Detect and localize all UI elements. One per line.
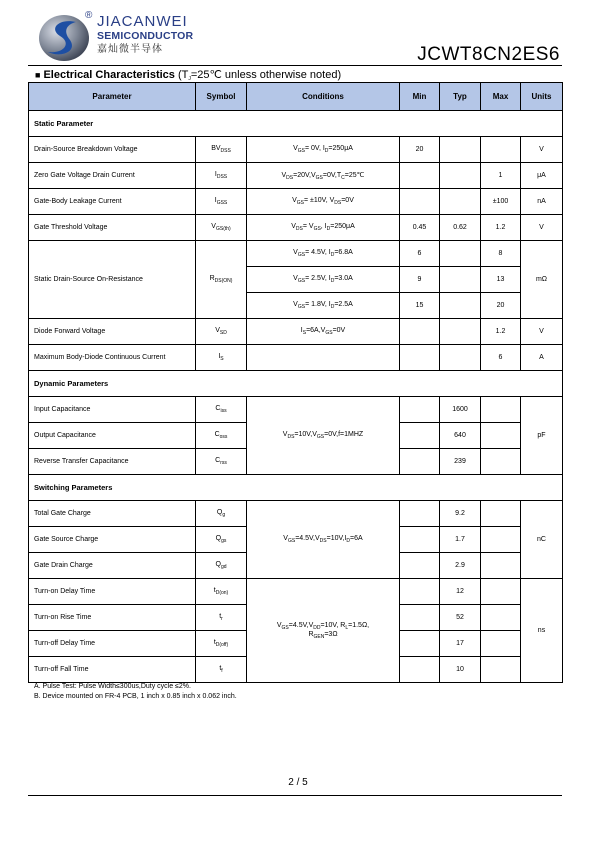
unit-cell: pF xyxy=(521,397,563,475)
param-cell: Turn-off Delay Time xyxy=(29,631,196,657)
table-row xyxy=(29,579,563,605)
max-cell xyxy=(481,137,521,163)
typ-cell: 1.7 xyxy=(440,527,481,553)
max-cell xyxy=(481,397,521,423)
table-row xyxy=(29,189,563,215)
symbol-cell: $BV_{DSS}$ xyxy=(196,137,247,163)
min-cell xyxy=(400,657,440,683)
max-cell xyxy=(481,527,521,553)
header-max: Max xyxy=(481,83,521,111)
condition-cell: $V_{GS}=4.5V,V_{DS}=10V,I_D=6A$ xyxy=(247,501,400,579)
param-cell: Turn-on Delay Time xyxy=(29,579,196,605)
condition-cell: $V_{DS}=20V,V_{GS}=0V,T_C=25℃$ xyxy=(247,163,400,189)
symbol-cell: $V_{GS(th)}$ xyxy=(196,215,247,241)
section-title xyxy=(35,68,341,82)
symbol-cell: $t_f$ xyxy=(196,657,247,683)
param-cell: Input Capacitance xyxy=(29,397,196,423)
section-heading: Electrical Characteristics xyxy=(43,69,175,81)
header-symbol: Symbol xyxy=(196,83,247,111)
typ-cell: 0.62 xyxy=(440,215,481,241)
symbol-cell: $t_r$ xyxy=(196,605,247,631)
min-cell xyxy=(400,605,440,631)
symbol-cell: $I_S$ xyxy=(196,345,247,371)
unit-cell: ns xyxy=(521,579,563,683)
typ-cell xyxy=(440,319,481,345)
header-typ: Typ xyxy=(440,83,481,111)
table-header-row xyxy=(29,83,563,111)
typ-cell: 52 xyxy=(440,605,481,631)
header-units: Units xyxy=(521,83,563,111)
max-cell: ±100 xyxy=(481,189,521,215)
condition-cell: $V_{DS}= V_{GS}$, $I_D=250\mu A$ xyxy=(247,215,400,241)
table-row xyxy=(29,345,563,371)
group-static: Static Parameter xyxy=(29,111,563,137)
max-cell xyxy=(481,657,521,683)
min-cell xyxy=(400,449,440,475)
part-number: JCWT8CN2ES6 xyxy=(417,44,560,65)
typ-cell: 1600 xyxy=(440,397,481,423)
symbol-cell: $R_{DS(ON)}$ xyxy=(196,241,247,319)
footnote-b: B. Device mounted on FR-4 PCB, 1 inch x 0.85 inch x 0.062 inch. xyxy=(34,693,237,700)
condition-cell: $V_{GS}= \pm 10V$, $V_{DS}=0V$ xyxy=(247,189,400,215)
footer-divider xyxy=(28,795,562,796)
typ-cell xyxy=(440,137,481,163)
table-row xyxy=(29,137,563,163)
bullet-square-icon: ■ xyxy=(35,70,41,80)
company-logo xyxy=(38,12,92,62)
max-cell xyxy=(481,501,521,527)
table-row xyxy=(29,501,563,527)
unit-cell: μA xyxy=(521,163,563,189)
condition-cell: $V_{GS}=4.5V,V_{DD}=10V$, $R_L=1.5\Omega$, $R_{GEN}=3\Omega$ xyxy=(247,579,400,683)
group-dynamic: Dynamic Parameters xyxy=(29,371,563,397)
param-cell: Zero Gate Voltage Drain Current xyxy=(29,163,196,189)
min-cell xyxy=(400,553,440,579)
symbol-cell: $I_{GSS}$ xyxy=(196,189,247,215)
symbol-cell: $C_{iss}$ xyxy=(196,397,247,423)
company-name-block xyxy=(85,10,194,55)
table-row xyxy=(29,319,563,345)
min-cell: 6 xyxy=(400,241,440,267)
max-cell: 13 xyxy=(481,267,521,293)
condition-cell: $V_{GS}= 0V$, $I_D=250\mu A$ xyxy=(247,137,400,163)
section-condition: ($T_J=25℃$ unless otherwise noted) xyxy=(177,69,342,82)
header-min: Min xyxy=(400,83,440,111)
typ-cell xyxy=(440,163,481,189)
param-cell: Turn-off Fall Time xyxy=(29,657,196,683)
param-cell: Total Gate Charge xyxy=(29,501,196,527)
min-cell xyxy=(400,345,440,371)
max-cell xyxy=(481,553,521,579)
min-cell xyxy=(400,501,440,527)
symbol-cell: $t_{D(on)}$ xyxy=(196,579,247,605)
param-cell: Turn-on Rise Time xyxy=(29,605,196,631)
param-cell: Gate-Body Leakage Current xyxy=(29,189,196,215)
typ-cell xyxy=(440,345,481,371)
param-cell: Output Capacitance xyxy=(29,423,196,449)
typ-cell: 17 xyxy=(440,631,481,657)
unit-cell: mΩ xyxy=(521,241,563,319)
typ-cell xyxy=(440,293,481,319)
max-cell: 1.2 xyxy=(481,215,521,241)
table-row xyxy=(29,397,563,423)
condition-cell: $V_{GS}= 1.8V$, $I_D=2.5A$ xyxy=(247,293,400,319)
unit-cell: nC xyxy=(521,501,563,579)
unit-cell: V xyxy=(521,137,563,163)
param-cell: Maximum Body-Diode Continuous Current xyxy=(29,345,196,371)
group-switching: Switching Parameters xyxy=(29,475,563,501)
symbol-cell: $Q_{gs}$ xyxy=(196,527,247,553)
max-cell: 6 xyxy=(481,345,521,371)
param-cell: Reverse Transfer Capacitance xyxy=(29,449,196,475)
unit-cell: nA xyxy=(521,189,563,215)
condition-cell: $V_{GS}= 4.5V$, $I_D=6.8A$ xyxy=(247,241,400,267)
min-cell: 0.45 xyxy=(400,215,440,241)
table-row xyxy=(29,215,563,241)
typ-cell xyxy=(440,241,481,267)
typ-cell xyxy=(440,189,481,215)
company-name-chinese: 嘉灿微半导体 xyxy=(97,43,163,55)
min-cell xyxy=(400,527,440,553)
table-row xyxy=(29,163,563,189)
header-conditions: Conditions xyxy=(247,83,400,111)
min-cell xyxy=(400,189,440,215)
max-cell xyxy=(481,579,521,605)
min-cell xyxy=(400,631,440,657)
table-row xyxy=(29,241,563,267)
electrical-characteristics-table xyxy=(28,82,563,683)
group-row xyxy=(29,475,563,501)
min-cell xyxy=(400,319,440,345)
typ-cell xyxy=(440,267,481,293)
symbol-cell: $Q_g$ xyxy=(196,501,247,527)
symbol-cell: $C_{rss}$ xyxy=(196,449,247,475)
min-cell: 9 xyxy=(400,267,440,293)
footnotes xyxy=(34,682,237,702)
param-cell: Gate Drain Charge xyxy=(29,553,196,579)
max-cell: 1 xyxy=(481,163,521,189)
typ-cell: 2.9 xyxy=(440,553,481,579)
group-row xyxy=(29,111,563,137)
max-cell: 8 xyxy=(481,241,521,267)
company-subtitle: SEMICONDUCTOR xyxy=(97,30,194,42)
symbol-cell: $Q_{gd}$ xyxy=(196,553,247,579)
param-cell: Gate Threshold Voltage xyxy=(29,215,196,241)
symbol-cell: $V_{SD}$ xyxy=(196,319,247,345)
min-cell: 20 xyxy=(400,137,440,163)
max-cell: 1.2 xyxy=(481,319,521,345)
group-row xyxy=(29,371,563,397)
min-cell xyxy=(400,397,440,423)
max-cell: 20 xyxy=(481,293,521,319)
param-cell: Diode Forward Voltage xyxy=(29,319,196,345)
typ-cell: 12 xyxy=(440,579,481,605)
company-name: JIACANWEI xyxy=(97,13,188,30)
typ-cell: 9.2 xyxy=(440,501,481,527)
unit-cell: V xyxy=(521,215,563,241)
symbol-cell: $I_{DSS}$ xyxy=(196,163,247,189)
header-parameter: Parameter xyxy=(29,83,196,111)
max-cell xyxy=(481,423,521,449)
max-cell xyxy=(481,605,521,631)
min-cell xyxy=(400,163,440,189)
typ-cell: 10 xyxy=(440,657,481,683)
param-cell: Static Drain-Source On-Resistance xyxy=(29,241,196,319)
symbol-cell: $t_{D(off)}$ xyxy=(196,631,247,657)
typ-cell: 640 xyxy=(440,423,481,449)
header-divider xyxy=(28,65,562,66)
condition-cell xyxy=(247,345,400,371)
symbol-cell: $C_{oss}$ xyxy=(196,423,247,449)
min-cell xyxy=(400,579,440,605)
unit-cell: V xyxy=(521,319,563,345)
page-number: 2 / 5 xyxy=(288,777,308,788)
registered-mark: ® xyxy=(85,10,93,21)
condition-cell: $I_S=6A,V_{GS}=0V$ xyxy=(247,319,400,345)
min-cell: 15 xyxy=(400,293,440,319)
max-cell xyxy=(481,631,521,657)
condition-cell: $V_{GS}= 2.5V$, $I_D=3.0A$ xyxy=(247,267,400,293)
unit-cell: A xyxy=(521,345,563,371)
max-cell xyxy=(481,449,521,475)
param-cell: Drain-Source Breakdown Voltage xyxy=(29,137,196,163)
min-cell xyxy=(400,423,440,449)
condition-cell: $V_{DS}=10V,V_{GS}=0V,f=1MHZ$ xyxy=(247,397,400,475)
param-cell: Gate Source Charge xyxy=(29,527,196,553)
typ-cell: 239 xyxy=(440,449,481,475)
footnote-a: A. Pulse Test: Pulse Width≤300us,Duty cycle ≤2%. xyxy=(34,683,191,690)
